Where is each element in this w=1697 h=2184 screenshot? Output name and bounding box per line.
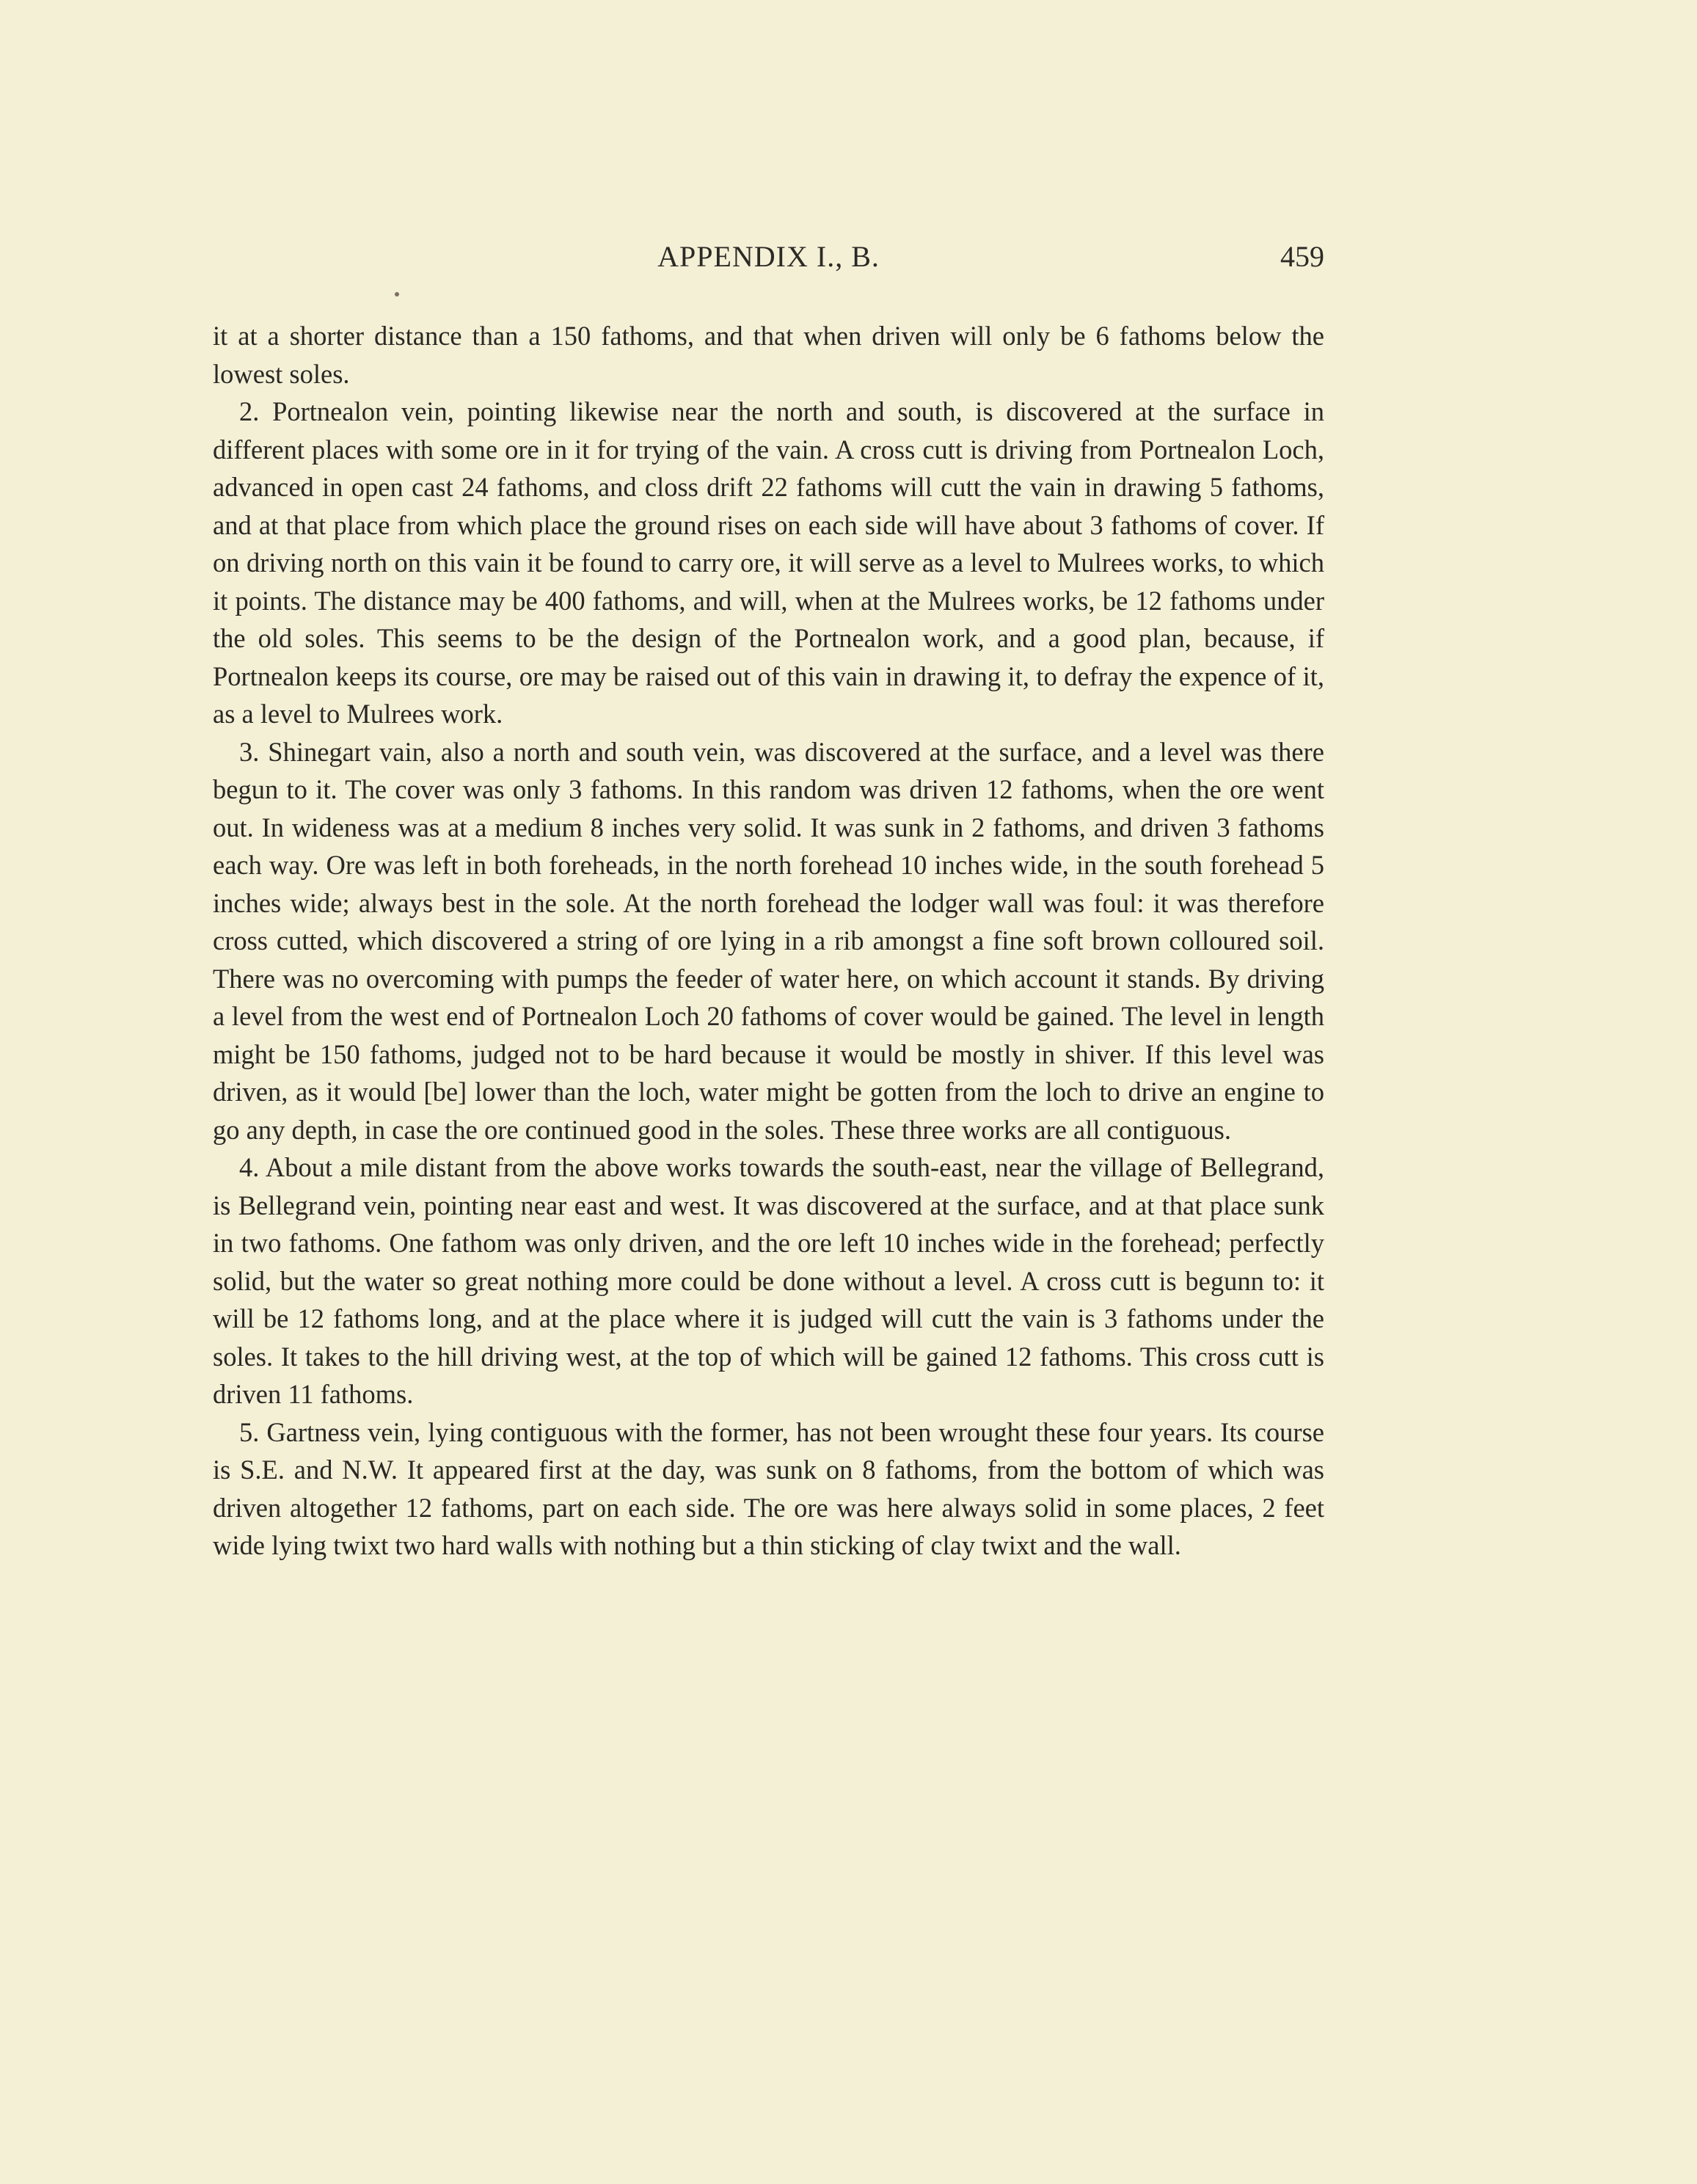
running-head-title: APPENDIX I., B. <box>657 240 880 273</box>
paragraph-shinegart-vain: 3. Shinegart vain, also a north and south vein, was discovered at the surface, and a level was there begun to it. The cover was only 3 fathoms. In this random was driven 12 fathoms, when the ore went out. In wideness was at a medium 8 inches very solid. It was sunk in 2 fathoms, and driven 3 fathoms each way. Ore was left in both foreheads, in the north forehead 10 inches wide, in the south forehead 5 inches wide; always best in the sole. At the north forehead the lodger wall was foul: it was therefore cross cutted, which discovered a string of ore lying in a rib amongst a fine soft brown colloured soil. There was no overcoming with pumps the feeder of water here, on which account it stands. By driving a level from the west end of Portnealon Loch 20 fathoms of cover would be gained. The level in length might be 150 fathoms, judged not to be hard because it would be mostly in shiver. If this level was driven, as it would [be] lower than the loch, water might be gotten from the loch to drive an engine to go any depth, in case the ore continued good in the soles. These three works are all contiguous. <box>213 736 1324 1145</box>
page-body <box>213 317 1324 1565</box>
ink-speck <box>395 292 399 296</box>
paragraph-bellegrand-vein: 4. About a mile distant from the above works towards the south-east, near the village of Bellegrand, is Bellegrand vein, pointing near east and west. It was discovered at the surface, and at that place sunk in two fathoms. One fathom was only driven, and the ore left 10 inches wide in the forehead; perfectly solid, but the water so great nothing more could be done without a level. A cross cutt is begunn to: it will be 12 fathoms long, and at the place where it is judged will cutt the vain is 3 fathoms under the soles. It takes to the hill driving west, at the top of which will be gained 12 fathoms. This cross cutt is driven 11 fathoms. <box>213 1152 1324 1409</box>
paragraph-gartness-vein: 5. Gartness vein, lying contiguous with the former, has not been wrought these four years. Its course is S.E. and N.W. It appeared first at the day, was sunk on 8 fathoms, from the bottom of which was driven altogether 12 fathoms, part on each side. The ore was here always solid in some places, 2 feet wide lying twixt two hard walls with nothing but a thin sticking of clay twixt and the wall. <box>213 1416 1324 1560</box>
page-number: 459 <box>1280 240 1324 273</box>
paragraph-portnealon-vein: 2. Portnealon vein, pointing likewise near the north and south, is discovered at the surface in different places with some ore in it for trying of the vain. A cross cutt is driving from Portnealon Loch, advanced in open cast 24 fathoms, and closs drift 22 fathoms will cutt the vain in drawing 5 fathoms, and at that place from which place the ground rises on each side will have about 3 fathoms of cover. If on driving north on this vain it be found to carry ore, it will serve as a level to Mulrees works, to which it points. The distance may be 400 fathoms, and will, when at the Mulrees works, be 12 fathoms under the old soles. This seems to be the design of the Portnealon work, and a good plan, because, if Portnealon keeps its course, ore may be raised out of this vain in drawing it, to defray the expence of it, as a level to Mulrees work. <box>213 396 1324 729</box>
paragraph-continuation: it at a shorter distance than a 150 fathoms, and that when driven will only be 6 fathoms below the lowest soles. <box>213 321 1324 389</box>
running-head <box>213 239 1324 283</box>
